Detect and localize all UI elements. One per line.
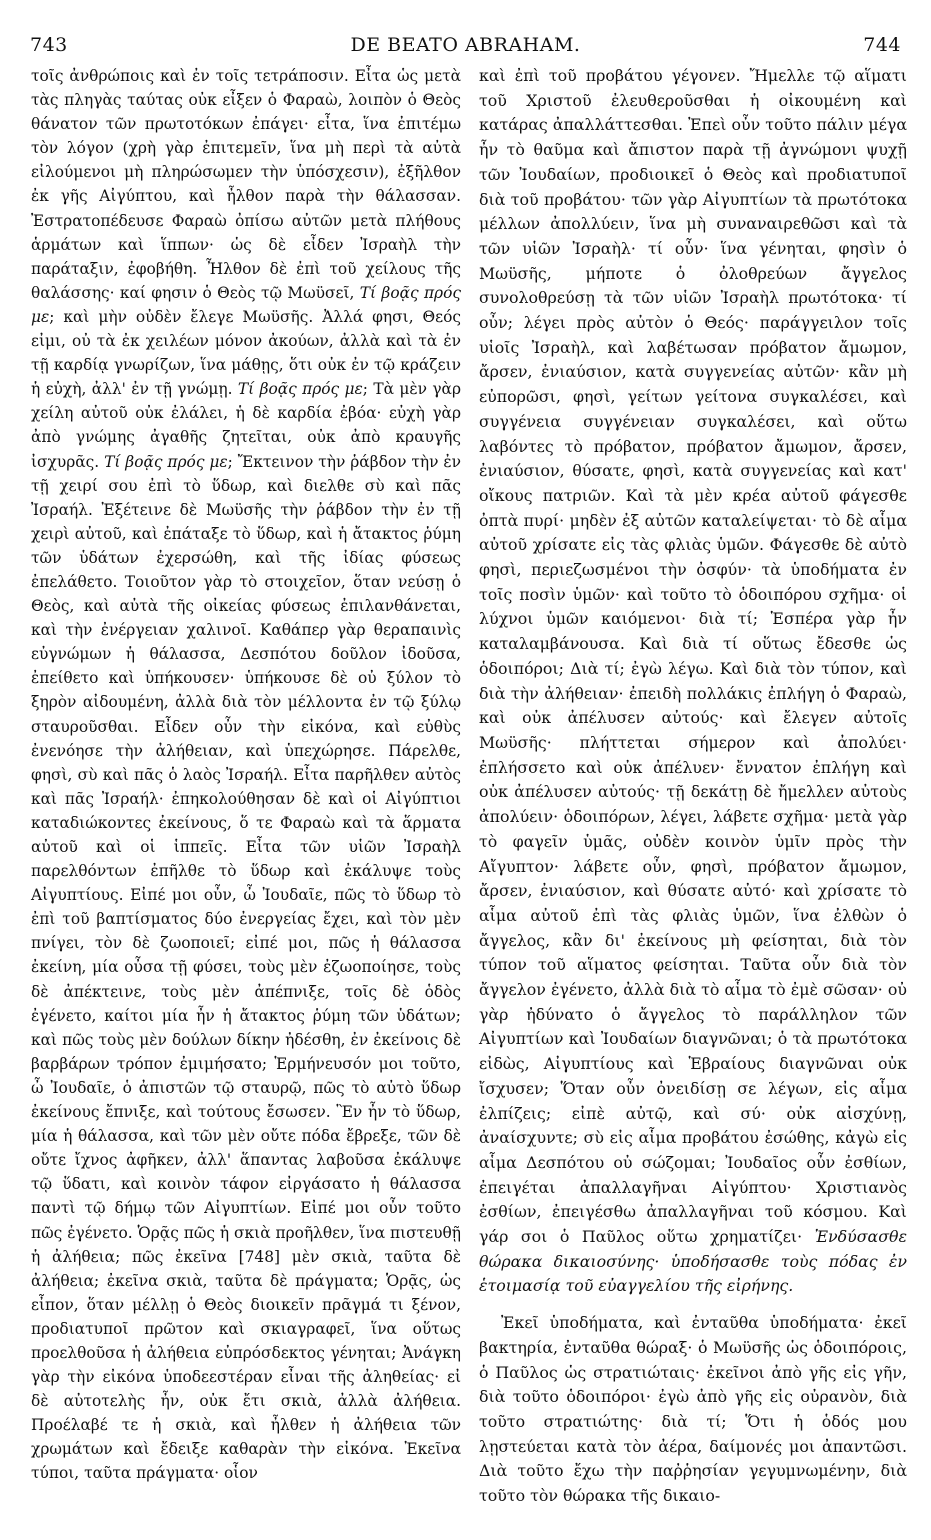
text-segment: ; Τὰ μὲν γὰρ χείλη αὐτοῦ οὐκ ἐλάλει, ἡ δὲ καρδία ἐβόα· εὐχὴ γὰρ ἀπὸ γνώμης ἀγαθῆς ζητεῖται, οὐκ ἀπὸ κραυγῆς ἰσχυρᾶς. <box>31 380 462 471</box>
page-number-left: 743 <box>30 34 68 56</box>
running-title: DE BEATO ABRAHAM. <box>350 34 581 56</box>
left-column <box>31 64 461 1486</box>
right-paragraph-2: Ἐκεῖ ὑποδήματα, καὶ ἐνταῦθα ὑποδήματα· ἐκεῖ βακτηρία, ἐνταῦθα θώραξ· ὁ Μωϋσῆς ὡς ὁδοιπόροις, ὁ Παῦλος ὡς στρατιώταις· ἐκεῖνοι ἀπὸ γῆς εἰς γῆν, διὰ τοῦτο ὁδοιπόροι· ἐγὼ ἀπὸ γῆς εἰς οὐρανὸν, διὰ τοῦτο στρατιώτης· διὰ τί; Ὅτι ἡ ὁδός μου λῃστεύεται κατὰ τὸν ἀέρα, δαίμονές μοι ἀπαντῶσι. Διὰ τοῦτο ἔχω τὴν παῤῥησίαν γεγυμνωμένην, διὰ τοῦτο τὸν θώρακα τῆς δικαιο- <box>479 1313 907 1506</box>
running-header <box>30 34 901 60</box>
left-paragraph <box>31 64 461 1486</box>
right-column <box>479 64 907 1509</box>
quote-segment: Τί βοᾷς πρός με <box>104 452 228 471</box>
text-segment: ; καὶ μὴν οὐδὲν ἔλεγε Μωϋσῆς. Ἀλλά φησι, Θεός εἰμι, οὐ τὰ ἐκ χειλέων μόνον ἀκούων, ἀλλὰ καὶ τὰ ἐν τῇ καρδίᾳ γνωρίζων, ἵνα μάθῃς, ὅτι οὐκ ἐν τῷ κράζειν ἡ εὐχὴ, ἀλλ' ἐν τῇ γνώμῃ. <box>31 307 461 399</box>
text-segment: ; Ἔκτεινον τὴν ῥάβδον τὴν ἐν τῇ χειρί σου ἐπὶ τὸ ὕδωρ, καὶ διελθε σὺ καὶ πᾶς Ἰσραήλ. Ἐξέτεινε δὲ Μωϋσῆς τὴν ῥάβδον τὴν ἐν τῇ χειρὶ αὐτοῦ, καὶ ἐπάταξε τὸ ὕδωρ, καὶ ἡ ἄτακτος ῥύμη τῶν ὑδάτων ἐχερσώθη, καὶ τῆς ἰδίας φύσεως ἐπελάθετο. Τοιοῦτον γὰρ τὸ στοιχεῖον, ὅταν νεύσῃ ὁ Θεὸς, καὶ αὐτὰ τῆς οἰκείας φύσεως ἐπιλανθάνεται, καὶ τὴν ἐνέργειαν χαλινοῖ. Καθάπερ γὰρ θεραπαινὶς εὐγνώμων ἡ θάλασσα, Δεσπότου δοῦλον ἰδοῦσα, ἐπείθετο καὶ ὑπήκουσεν· ὑπήκουσε δὲ οὐ ξύλον τὸ ξηρὸν αἰδουμένη, ἀλλὰ διὰ τὸν μέλλοντα ἐν τῷ ξύλῳ σταυροῦσθαι. Εἶδεν οὖν τὴν εἰκόνα, καὶ εὐθὺς ἐνενόησε τὴν ἀλήθειαν, καὶ ὑπεχώρησε. Πάρελθε, φησὶ, σὺ καὶ πᾶς ὁ λαὸς Ἰσραήλ. Εἶτα παρῆλθεν αὐτὸς καὶ πᾶς Ἰσραήλ· ἐπηκολούθησαν δὲ καὶ οἱ Αἰγύπτιοι καταδιώκοντες ἐκείνους, ὅ τε Φαραὼ καὶ τὰ ἅρματα αὐτοῦ καὶ οἱ ἱππεῖς. Εἶτα τῶν υἱῶν Ἰσραὴλ παρελθόντων ἐπῆλθε τὸ ὕδωρ καὶ ἐκάλυψε τοὺς Αἰγυπτίους. Εἰπέ μοι οὖν, ὦ Ἰουδαῖε, πῶς τὸ ὕδωρ τὸ ἐπὶ τοῦ βαπτίσματος δύο ἐνεργείας ἔχει, καὶ τὸν μὲν πνίγει, τὸν δὲ ζωοποιεῖ; εἰπέ μοι, πῶς ἡ θάλασσα ἐκείνη, μία οὖσα τῇ φύσει, τοὺς μὲν ἐζωοποίησε, τοὺς δὲ ἀπέκτεινε, τοὺς μὲν ἀπέπνιξε, τοῖς δὲ ὁδὸς ἐγένετο, καίτοι μία ἦν ἡ ἄτακτος ῥύμη τῶν ὑδάτων; καὶ πῶς τοὺς μὲν δούλων δίκην ἠδέσθη, ἐν ἐκείνοις δὲ βαρβάρων τρόπον ἐμιμήσατο; Ἑρμήνευσόν μοι τοῦτο, ὦ Ἰουδαῖε, ὁ ἀπιστῶν τῷ σταυρῷ, πῶς τὸ αὐτὸ ὕδωρ ἐκείνους ἔπνιξε, καὶ τούτους ἔσωσεν. Ἓν ἦν τὸ ὕδωρ, μία ἡ θάλασσα, καὶ τῶν μὲν οὔτε πόδα ἔβρεξε, τῶν δὲ οὔτε ἴχνος ἀφῆκεν, ἀλλ' ἅπαντας λαβοῦσα ἐκάλυψε τῷ ὕδατι, καὶ κοινὸν τάφον εἰργάσατο ἡ θάλασσα παντὶ τῷ δήμῳ τῶν Αἰγυπτίων. Εἰπέ μοι οὖν τοῦτο πῶς ἐγένετο. Ὁρᾷς πῶς ἡ σκιὰ προῆλθεν, ἵνα πιστευθῇ ἡ ἀλήθεια; πῶς ἐκεῖνα [748] μὲν σκιὰ, ταῦτα δὲ ἀλήθεια; ἐκεῖνα σκιὰ, ταῦτα δὲ πράγματα; Ὁρᾷς, ὡς εἶπον, ὅταν μέλλῃ ὁ Θεὸς διοικεῖν πρᾶγμά τι ξένον, προδιατυποῖ πρῶτον καὶ σκιαγραφεῖ, ἵνα οὕτως προελθοῦσα ἡ ἀλήθεια εὐπρόσδεκτος γένηται; Ἀνάγκη γὰρ τὴν εἰκόνα ὑποδεεστέραν εἶναι τῆς ἀληθείας· εἰ δὲ αὐτοτελὴς ἦν, οὐκ ἔτι σκιὰ, ἀλλὰ ἀλήθεια. Προέλαβέ τε ἡ σκιὰ, καὶ ἦλθεν ἡ ἀλήθεια τῶν χρωμάτων καὶ ἔδειξε καθαρὰν τὴν εἰκόνα. Ἐκεῖνα τύποι, ταῦτα πράγματα· οἷον <box>31 452 461 1483</box>
quote-segment: Τί βοᾷς πρός με <box>237 380 363 399</box>
text-segment: καὶ ἐπὶ τοῦ προβάτου γέγονεν. Ἤμελλε τῷ αἵματι τοῦ Χριστοῦ ἐλευθεροῦσθαι ἡ οἰκουμένη καὶ κατάρας ἀπαλλάττεσθαι. Ἐπεὶ οὖν τοῦτο πάλιν μέγα ἦν τὸ θαῦμα καὶ ἄπιστον παρὰ τῇ ἀγνώμονι ψυχῇ τῶν Ἰουδαίων, προδιοικεῖ ὁ Θεὸς καὶ προδιατυποῖ διὰ τοῦ προβάτου· τῶν γὰρ Αἰγυπτίων τὰ πρωτότοκα μέλλων ἀπολλύειν, ἵνα μὴ συναναιρεθῶσι καὶ τὰ τῶν υἱῶν Ἰσραὴλ· τί οὖν· ἵνα γένηται, φησὶν ὁ Μωϋσῆς, μήποτε ὁ ὀλοθρεύων ἄγγελος συνολοθρεύσῃ τὰ τῶν υἱῶν Ἰσραὴλ πρωτότοκα· τί οὖν; λέγει πρὸς αὐτὸν ὁ Θεός· παράγγειλον τοῖς υἱοῖς Ἰσραὴλ, καὶ λαβέτωσαν πρόβατον ἄμωμον, ἄρσεν, ἐνιαύσιον, κατὰ συγγενείας αὐτῶν· κἂν μὴ εὐπορῶσι, φησὶ, γείτων γείτονα συγκαλέσει, καὶ συγγένεια συγγένειαν συγκαλέσει, καὶ οὕτω λαβόντες τὸ πρόβατον, πρόβατον ἄμωμον, ἄρσεν, ἐνιαύσιον, θύσατε, φησὶ, κατὰ συγγενείας καὶ κατ' οἴκους πατριῶν. Καὶ τὰ μὲν κρέα αὐτοῦ φάγεσθε ὀπτὰ πυρί· μηδὲν ἐξ αὐτῶν καταλείψεται· τὸ δὲ αἷμα αὐτοῦ χρίσατε εἰς τὰς φλιὰς ὑμῶν. Φάγεσθε δὲ αὐτὸ φησὶ, περιεζωσμένοι τὴν ὀσφύν· τὰ ὑποδήματα ἐν τοῖς ποσὶν ὑμῶν· καὶ τοῦτο τὸ ὁδοιπόρου σχῆμα· οἱ λύχνοι ὑμῶν καιόμενοι· διὰ τί; Ἑσπέρα γὰρ ἦν καταλαμβάνουσα. Καὶ διὰ τί οὕτως ἔδεσθε ὡς ὁδοιπόροι; Διὰ τί; ἐγὼ λέγω. Καὶ διὰ τὸν τύπον, καὶ διὰ τὴν ἀλήθειαν· ἐπειδὴ πολλάκις ἐπλήγη ὁ Φαραὼ, καὶ οὐκ ἀπέλυσεν αὐτούς· καὶ ἔλεγεν αὐτοῖς Μωϋσῆς· πλήττεται σήμερον καὶ ἀπολύει· ἐπλήσσετο καὶ οὐκ ἀπέλυεν· ἔννατον ἐπλήγη καὶ οὐκ ἀπέλυσεν αὐτούς· τῇ δεκάτῃ δὲ ἤμελλεν αὐτοὺς ἀπολύειν· ὁδοιπόρων, λέγει, λάβετε σχῆμα· μετὰ γὰρ τὸ φαγεῖν ὑμᾶς, οὐδὲν κοινὸν ὑμῖν πρὸς τὴν Αἴγυπτον· λάβετε οὖν, φησὶ, πρόβατον ἄμωμον, ἄρσεν, ἐνιαύσιον, καὶ θύσατε αὐτό· καὶ χρίσατε τὸ αἷμα αὐτοῦ ἐπὶ τὰς φλιὰς ὑμῶν, ἵνα ἐλθὼν ὁ ἄγγελος, κἂν δι' ἐκείνους μὴ φείσηται, διὰ τὸν τύπον τοῦ αἵματος φείσηται. Ταῦτα οὖν διὰ τὸν ἄγγελον ἐγένετο, ἀλλὰ διὰ τὸ αἷμα τὸ ἐμὲ σῶσαν· οὐ γὰρ ἠδύνατο ὁ ἄγγελος τὸ παράλληλον τῶν Αἰγυπτίων καὶ Ἰουδαίων διαγνῶναι; ὁ τὰ πρωτότοκα εἰδὼς, Αἰγυπτίους καὶ Ἑβραίους διαγνῶναι οὐκ ἴσχυσεν; Ὅταν οὖν ὀνειδίσῃ σε λέγων, εἰς αἷμα ἐλπίζεις; εἰπὲ αὐτῷ, καὶ σύ· οὐκ αἰσχύνῃ, ἀναίσχυντε; σὺ εἰς αἷμα προβάτου ἐσώθης, κἀγὼ εἰς αἷμα Δεσπότου οὐ σώζομαι; Ἰουδαῖος οὖν ἐσθίων, ἐπειγέται ἀπαλλαγῆναι Αἰγύπτου· Χριστιανὸς ἐσθίων, ἐπειγέσθω ἀπαλλαγῆναι τοῦ κόσμου. Καὶ γάρ σοι ὁ Παῦλος οὕτω χρηματίζει· <box>479 66 907 1247</box>
page-number-right: 744 <box>863 34 901 56</box>
text-segment: τοῖς ἀνθρώποις καὶ ἐν τοῖς τετράποσιν. Εἶτα ὡς μετὰ τὰς πληγὰς ταύτας οὐκ εἶξεν ὁ Φαραὼ, λοιπὸν ὁ Θεὸς θάνατον τῶν πρωτοτόκων ἐπάγει· εἶτα, ἵνα ἐπιτέμω τὸν λόγον (χρὴ γὰρ ἐπιτεμεῖν, ἵνα μὴ περὶ τὰ αὐτὰ εἰλούμενοι μὴ πληρώσωμεν τὴν ὑπόσχεσιν), ἐξῆλθον ἐκ γῆς Αἰγύπτου, καὶ ἦλθον παρὰ τὴν θάλασσαν. Ἐστρατοπέδευσε Φαραὼ ὀπίσω αὐτῶν μετὰ πλήθους ἁρμάτων καὶ ἵππων· ὡς δὲ εἶδεν Ἰσραὴλ τὴν παράταξιν, ἐφοβήθη. Ἦλθον δὲ ἐπὶ τοῦ χείλους τῆς θαλάσσης· καί φησιν ὁ Θεὸς τῷ Μωϋσεῖ, <box>31 67 461 302</box>
quote-segment: Τί βοᾷς πρός με <box>31 283 461 326</box>
quote-segment: Ἐνδύσασθε θώρακα δικαιοσύνης· ὑποδήσασθε τοὺς πόδας ἐν ἑτοιμασίᾳ τοῦ εὐαγγελίου τῆς εἰρήνης. <box>479 1227 907 1296</box>
right-paragraph-1 <box>479 64 907 1299</box>
